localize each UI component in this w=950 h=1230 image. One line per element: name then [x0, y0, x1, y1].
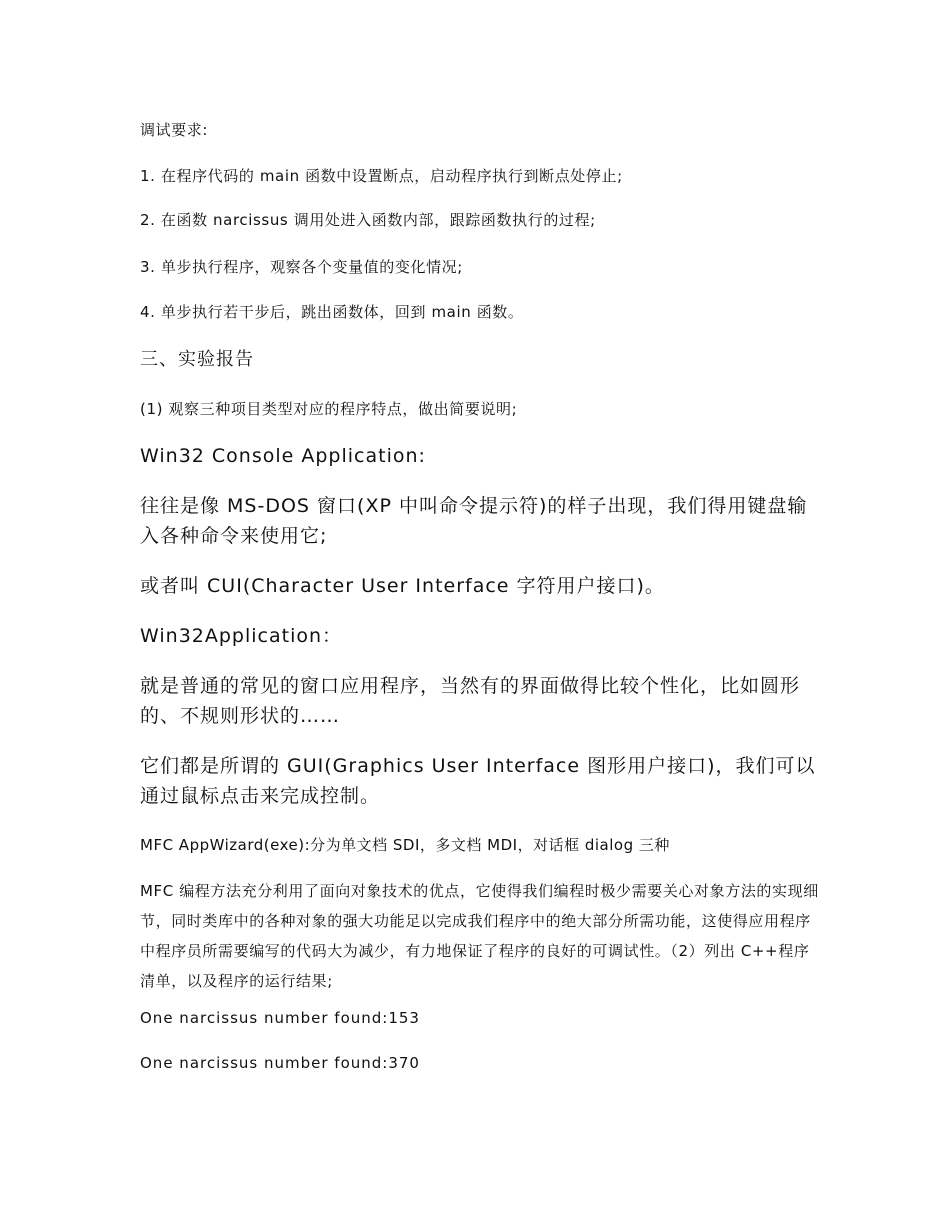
app-gui: 它们都是所谓的 GUI(Graphics User Interface 图形用户接口)，我们可以通过鼠标点击来完成控制。 [140, 755, 816, 807]
output-line-2: One narcissus number found:370 [140, 1054, 420, 1072]
step-1: 1. 在程序代码的 main 函数中设置断点，启动程序执行到断点处停止; [140, 167, 623, 185]
section-title: 三、实验报告 [140, 349, 254, 370]
app-desc: 就是普通的常见的窗口应用程序，当然有的界面做得比较个性化，比如圆形的、不规则形状的…… [140, 675, 801, 727]
console-desc: 往往是像 MS-DOS 窗口(XP 中叫命令提示符)的样子出现，我们得用键盘输入各种命令来使用它; [140, 495, 808, 547]
mfc-desc: MFC 编程方法充分利用了面向对象技术的优点，它使得我们编程时极少需要关心对象方法的实现细节，同时类库中的各种对象的强大功能足以完成我们程序中的绝大部分所需功能，这使得应用程序中程序员所需要编写的代码大为减少，有力地保证了程序的良好的可调试性。（2）列出 C++程序清单，以及程序的运行结果; [140, 882, 819, 990]
app-title: Win32Application： [140, 625, 343, 647]
step-2: 2. 在函数 narcissus 调用处进入函数内部，跟踪函数执行的过程; [140, 211, 596, 229]
debug-heading: 调试要求: [140, 121, 209, 139]
step-3: 3. 单步执行程序，观察各个变量值的变化情况; [140, 258, 463, 276]
question-1: (1) 观察三种项目类型对应的程序特点，做出简要说明; [140, 400, 518, 418]
step-4: 4. 单步执行若干步后，跳出函数体，回到 main 函数。 [140, 303, 524, 321]
console-title: Win32 Console Application: [140, 445, 426, 467]
mfc-title: MFC AppWizard(exe):分为单文档 SDI，多文档 MDI，对话框 dialog 三种 [140, 836, 670, 854]
output-line-1: One narcissus number found:153 [140, 1009, 420, 1027]
console-alt: 或者叫 CUI(Character User Interface 字符用户接口)。 [140, 575, 665, 597]
